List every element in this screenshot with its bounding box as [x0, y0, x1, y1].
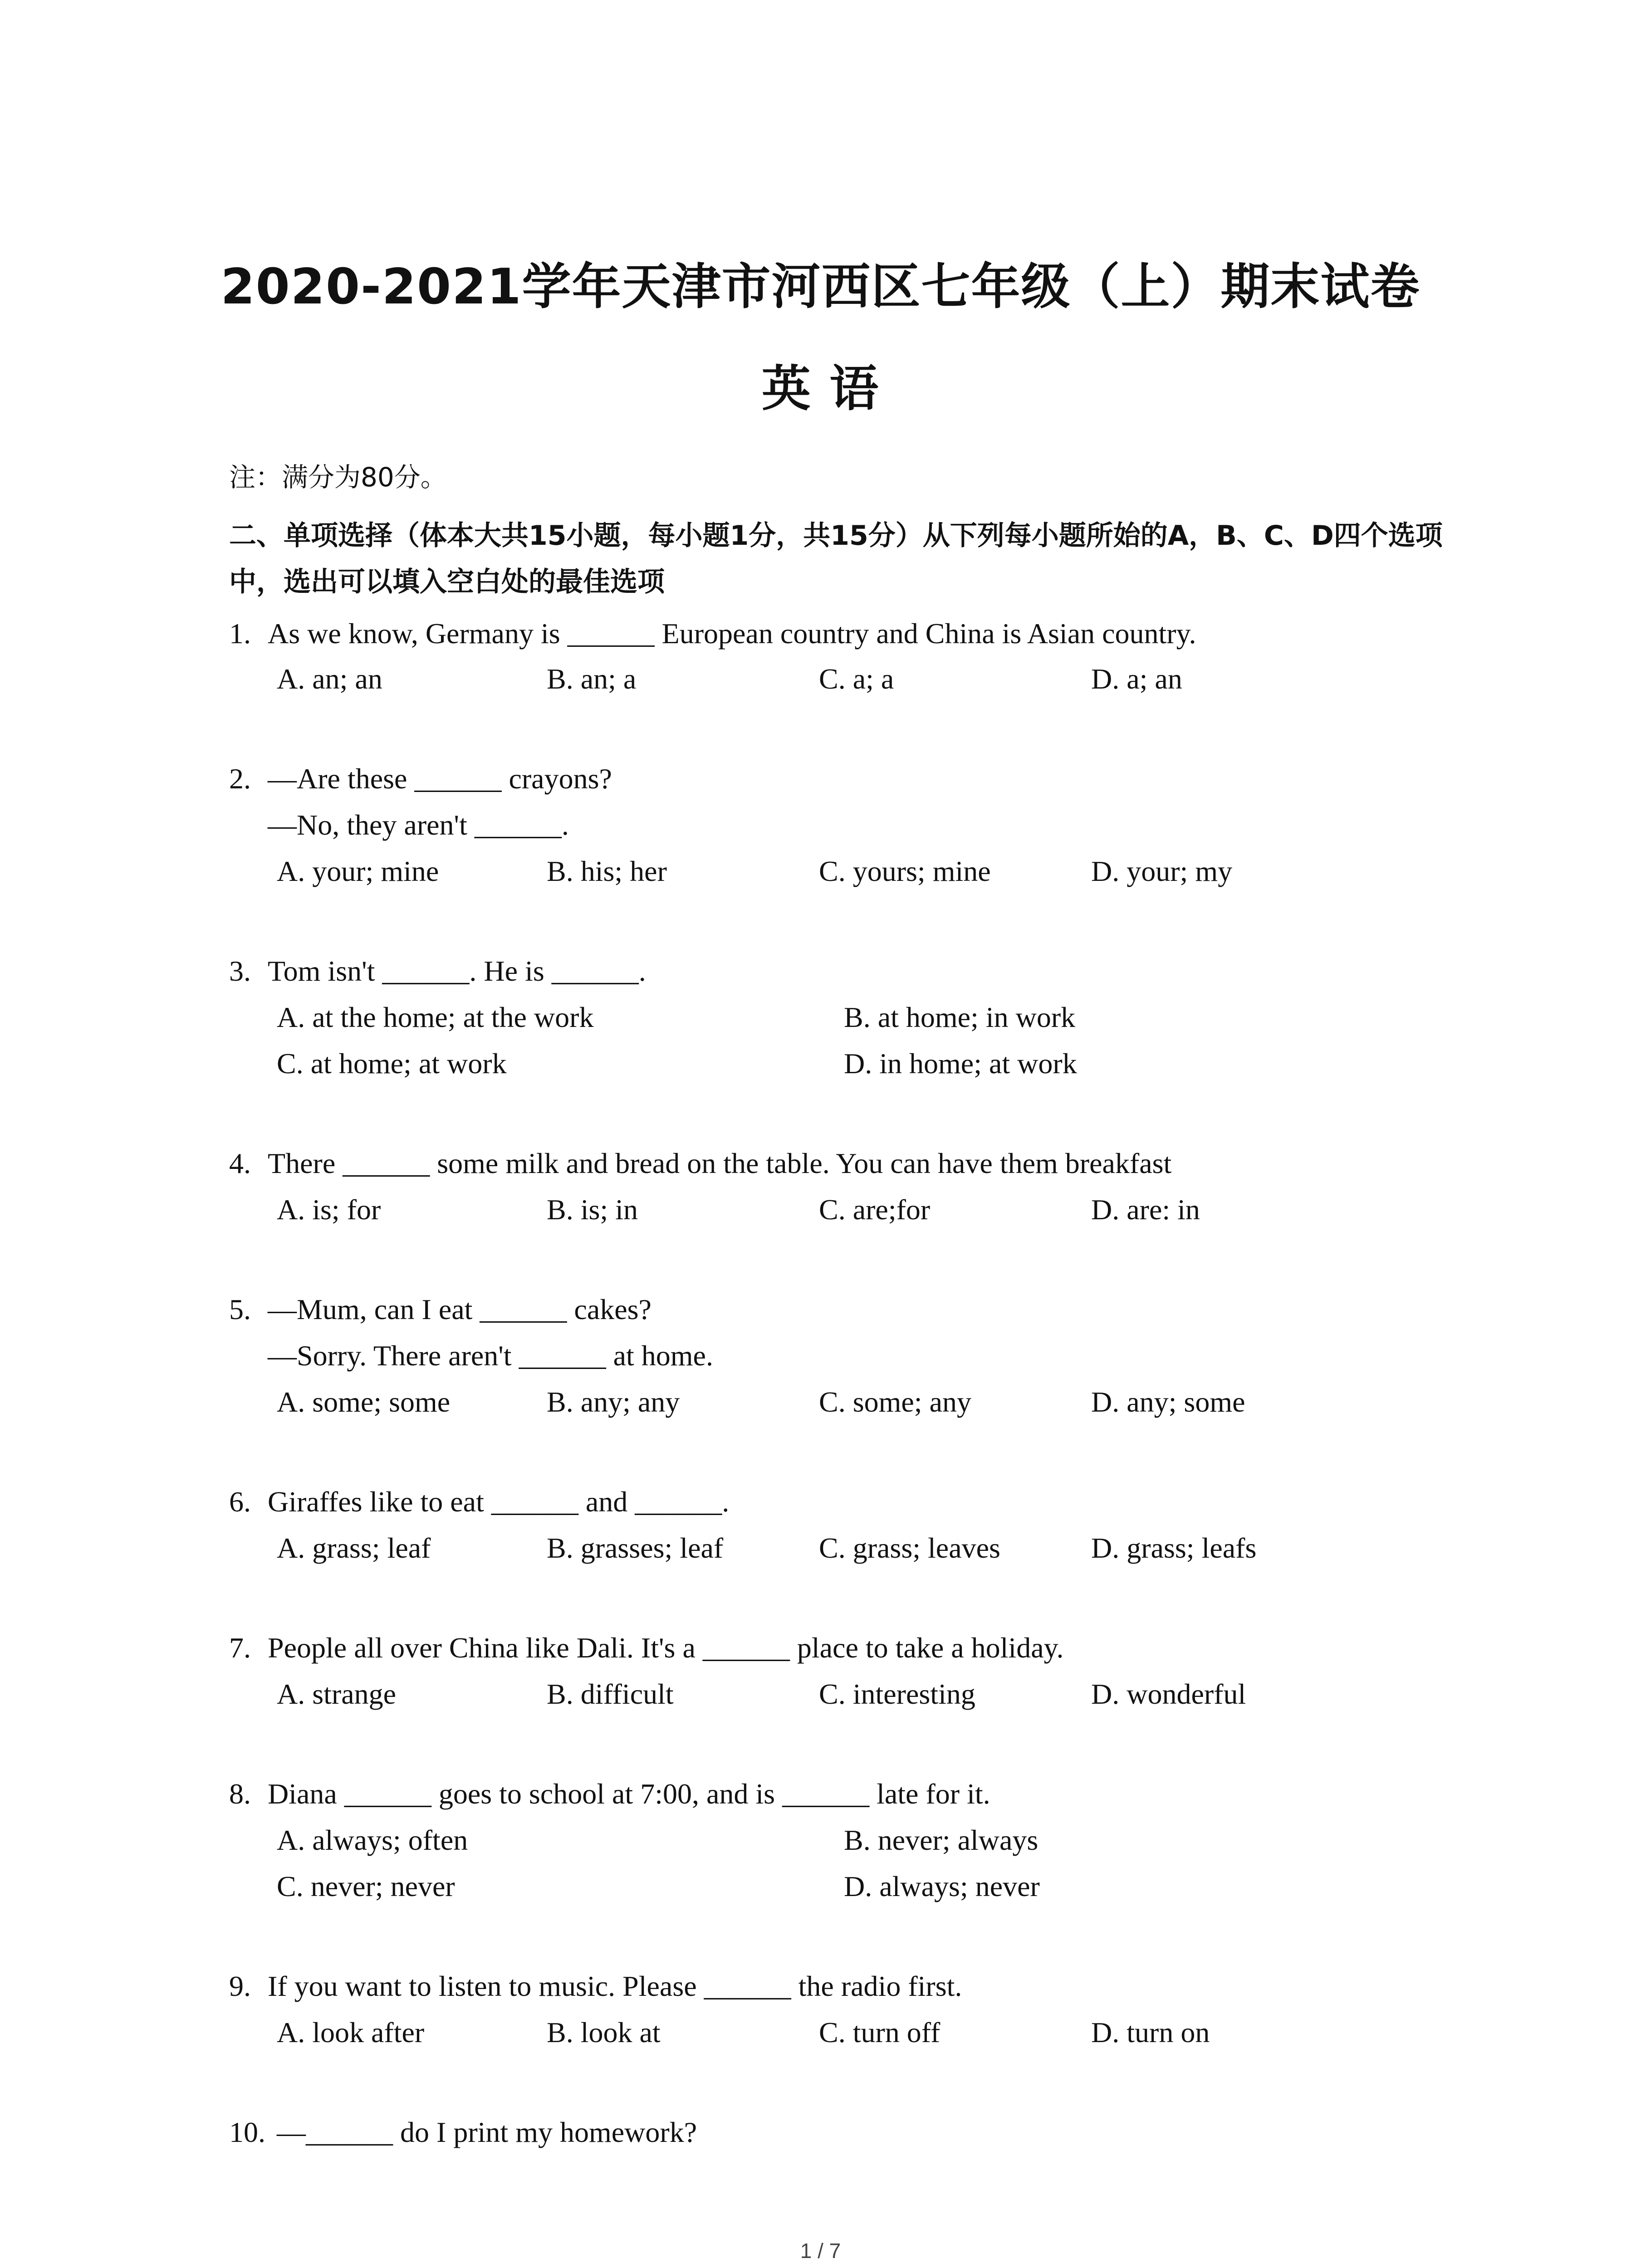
option-d: D. are: in: [1091, 1193, 1200, 1226]
option-b: B. his; her: [547, 855, 667, 887]
option-d: D. always; never: [844, 1870, 1040, 1902]
question-stem: —______ do I print my homework?: [277, 2116, 697, 2148]
option-c: C. at home; at work: [277, 1047, 507, 1080]
option-b: B. any; any: [547, 1386, 680, 1418]
question-number: 6.: [229, 1486, 251, 1518]
option-c: C. some; any: [819, 1386, 971, 1418]
option-d: D. a; an: [1091, 663, 1182, 695]
question-number: 2.: [229, 763, 251, 795]
question-stem: As we know, Germany is ______ European country and China is Asian country.: [268, 617, 1196, 650]
option-b: B. at home; in work: [844, 1001, 1076, 1033]
option-b: B. look at: [547, 2016, 661, 2048]
option-d: D. in home; at work: [844, 1047, 1077, 1080]
option-d: D. your; my: [1091, 855, 1233, 887]
option-b: B. grasses; leaf: [547, 1532, 724, 1564]
subject-title: 英 语: [761, 361, 880, 417]
option-c: C. never; never: [277, 1870, 455, 1902]
option-b: B. never; always: [844, 1824, 1038, 1856]
page-number: 1 / 7: [800, 2239, 841, 2263]
option-c: C. interesting: [819, 1678, 975, 1710]
option-a: A. is; for: [277, 1193, 381, 1226]
option-a: A. at the home; at the work: [277, 1001, 594, 1033]
option-c: C. a; a: [819, 663, 894, 695]
option-a: A. always; often: [277, 1824, 468, 1856]
score-note: 注：满分为80分。: [229, 462, 447, 493]
exam-title: 2020-2021学年天津市河西区七年级（上）期末试卷: [220, 259, 1421, 315]
section-heading: 二、单项选择（体本大共15小题，每小题1分，共15分）从下列每小题所始的A，B、C、D四个选项中，选出可以填入空白处的最佳选项: [229, 520, 1443, 598]
option-b: B. is; in: [547, 1193, 638, 1226]
option-c: C. yours; mine: [819, 855, 991, 887]
question-number: 9.: [229, 1970, 251, 2002]
option-d: D. turn on: [1091, 2016, 1210, 2048]
option-a: A. grass; leaf: [277, 1532, 431, 1564]
option-a: A. look after: [277, 2016, 425, 2048]
question-stem: Tom isn't ______. He is ______.: [268, 955, 646, 987]
option-d: D. wonderful: [1091, 1678, 1246, 1710]
question-stem: Giraffes like to eat ______ and ______.: [268, 1486, 730, 1518]
question-number: 5.: [229, 1293, 251, 1325]
option-c: C. turn off: [819, 2016, 941, 2048]
option-c: C. are;for: [819, 1193, 931, 1226]
question-stem: Diana ______ goes to school at 7:00, and is ______ late for it.: [268, 1778, 990, 1810]
option-c: C. grass; leaves: [819, 1532, 1000, 1564]
option-b: B. an; a: [547, 663, 637, 695]
option-d: D. grass; leafs: [1091, 1532, 1257, 1564]
option-a: A. your; mine: [277, 855, 439, 887]
question-number: 10.: [229, 2116, 265, 2148]
question-stem: —Mum, can I eat ______ cakes?: [268, 1293, 652, 1325]
question-number: 8.: [229, 1778, 251, 1810]
option-a: A. an; an: [277, 663, 382, 695]
question-stem: If you want to listen to music. Please ______ the radio first.: [268, 1970, 962, 2002]
question-stem: People all over China like Dali. It's a ______ place to take a holiday.: [268, 1632, 1064, 1664]
question-stem-line-2: —No, they aren't ______.: [268, 809, 569, 841]
question-stem-line-2: —Sorry. There aren't ______ at home.: [268, 1339, 713, 1372]
question-stem: There ______ some milk and bread on the table. You can have them breakfast: [268, 1147, 1172, 1179]
question-number: 1.: [229, 617, 251, 650]
question-stem: —Are these ______ crayons?: [268, 763, 612, 795]
question-number: 7.: [229, 1632, 251, 1664]
option-b: B. difficult: [547, 1678, 674, 1710]
question-number: 4.: [229, 1147, 251, 1179]
question-number: 3.: [229, 955, 251, 987]
option-a: A. some; some: [277, 1386, 451, 1418]
option-d: D. any; some: [1091, 1386, 1245, 1418]
option-a: A. strange: [277, 1678, 397, 1710]
